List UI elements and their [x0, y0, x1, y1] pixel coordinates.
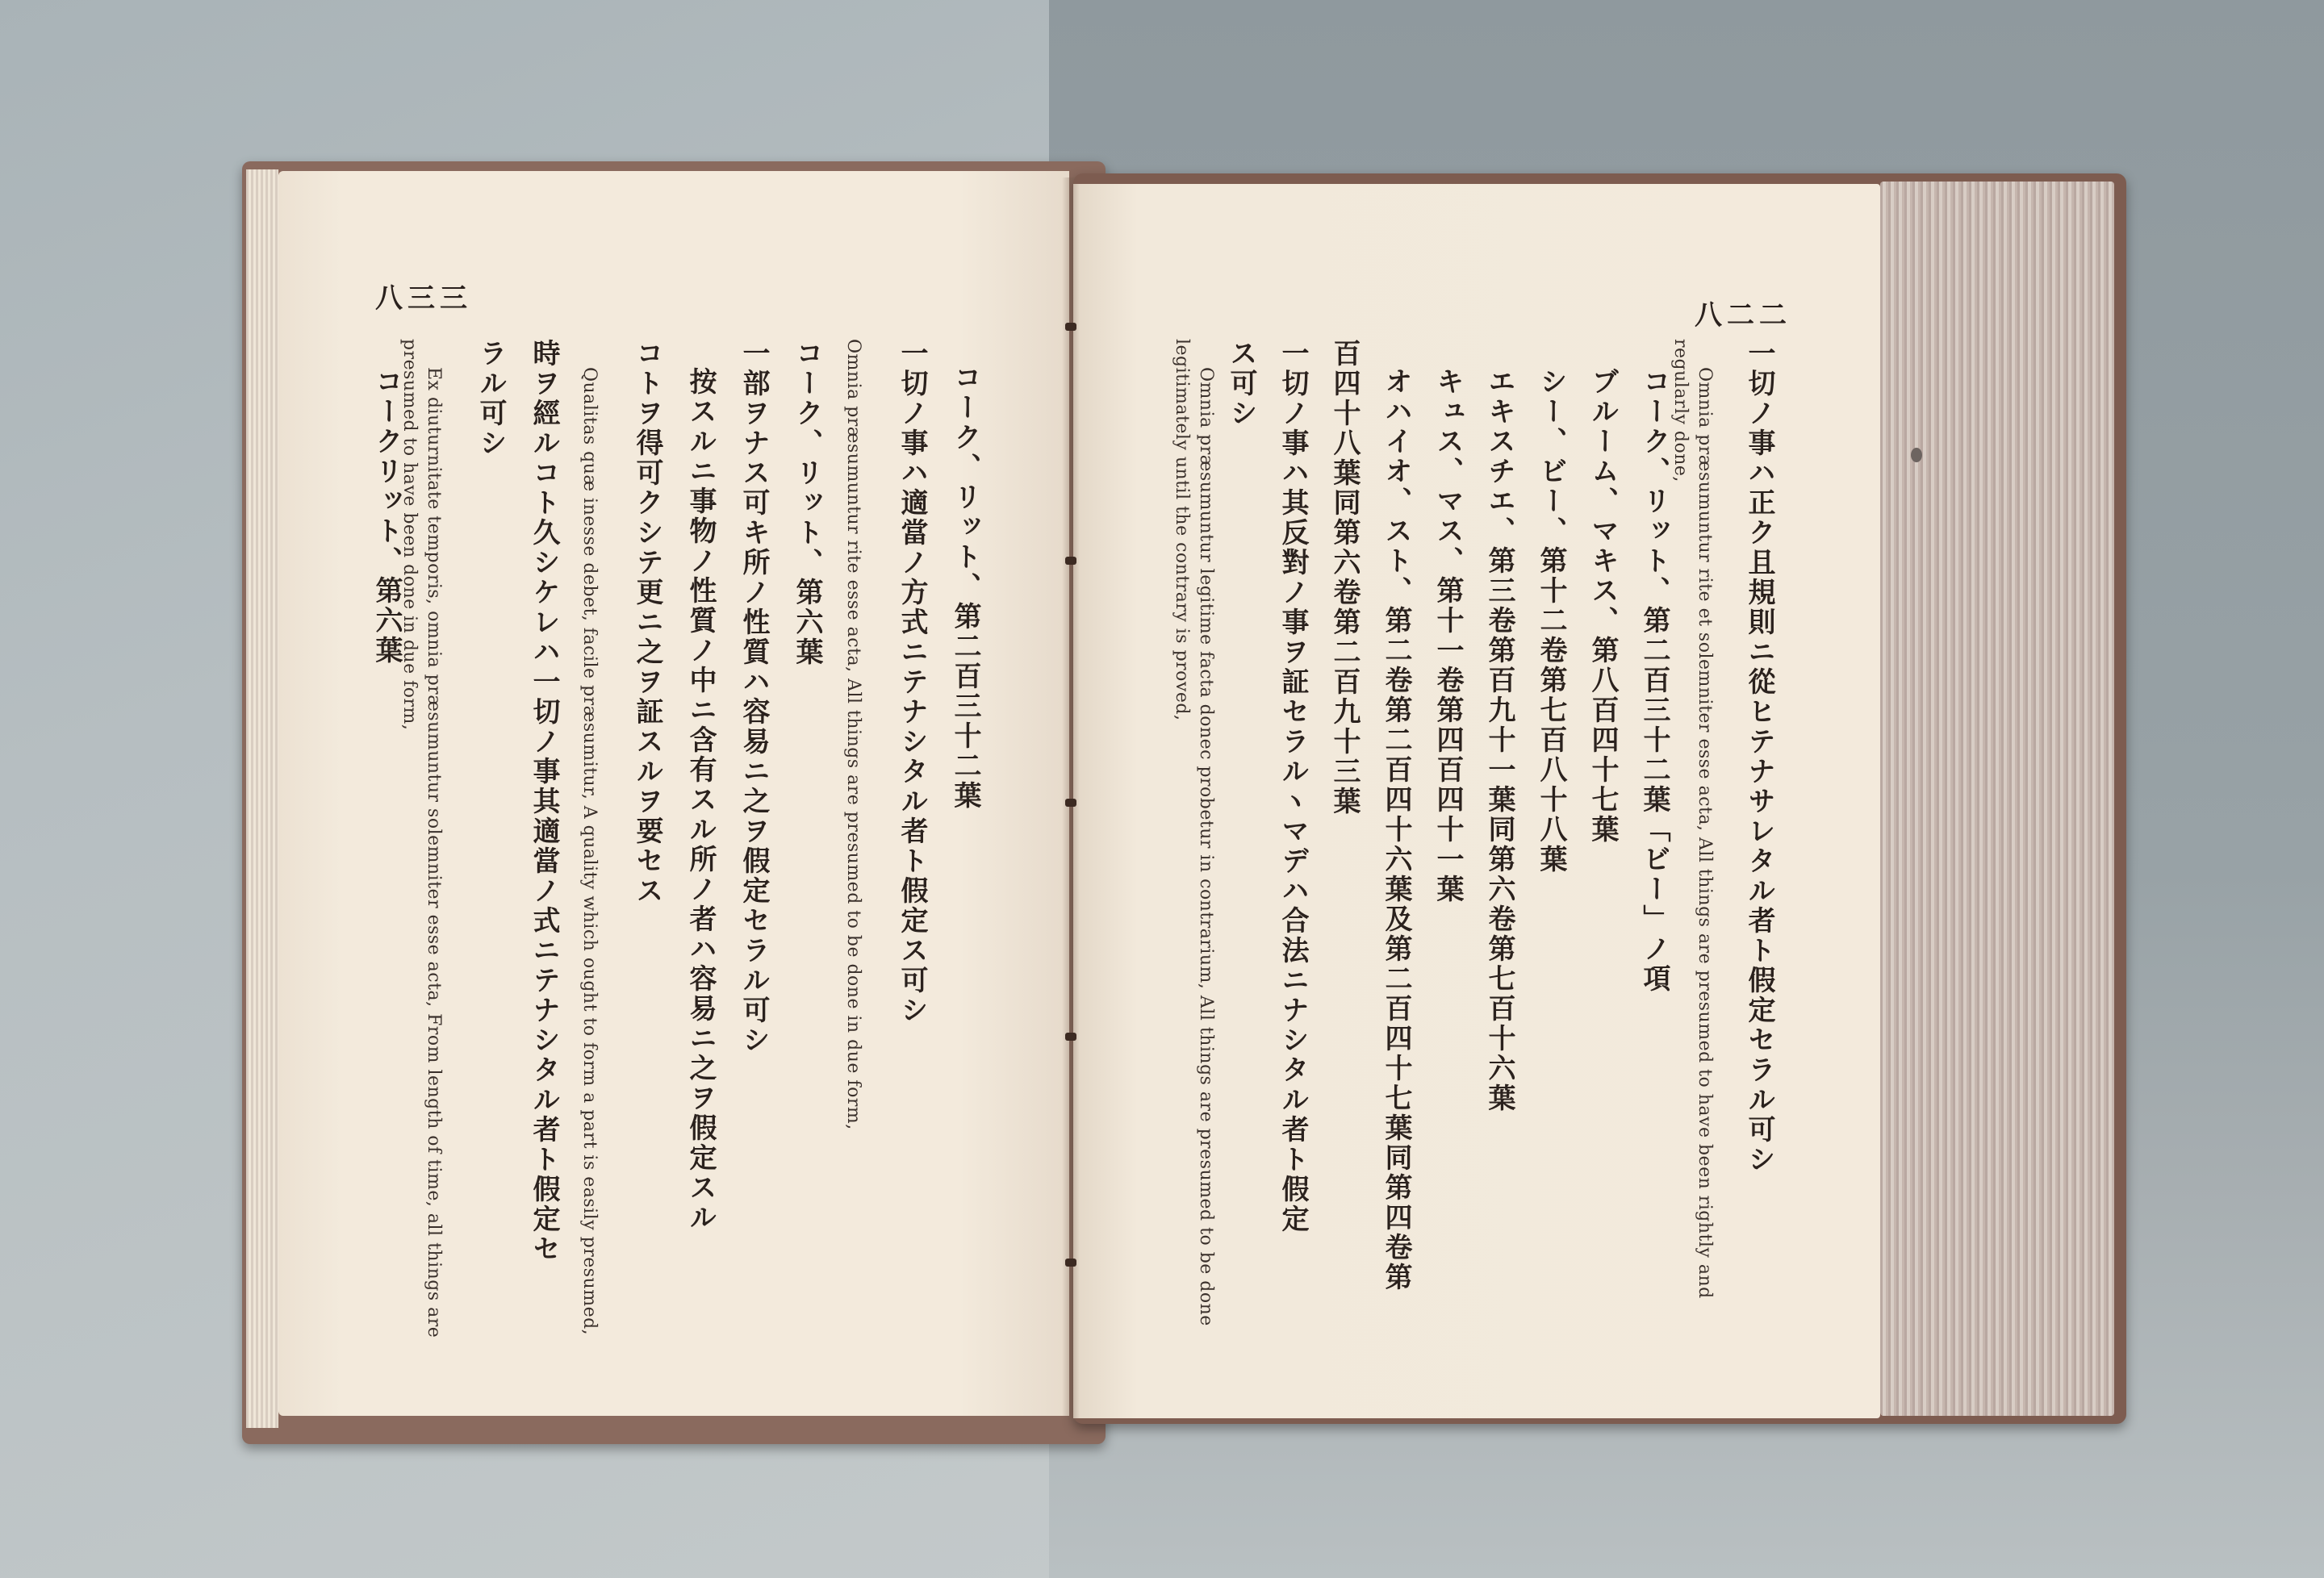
page-hole [1911, 448, 1922, 462]
right-col-12: ス可シ [1225, 339, 1257, 428]
page-block-edge [1880, 182, 2114, 1416]
right-col-3: regularly done, [1670, 339, 1691, 482]
page-stack-left [246, 169, 278, 1428]
right-col-6: シー、ビー、第十二卷第七百八十八葉 [1535, 367, 1567, 875]
left-col-3: Omnia præsumuntur rite esse acta, All things are presumed to be done in due form, [843, 339, 863, 1130]
right-page-number: 八二二 [1695, 299, 1791, 332]
right-col-14: legitimately until the contrary is proved, [1172, 339, 1192, 721]
binding-stitch [1065, 1259, 1076, 1267]
right-col-1: 一切ノ事ハ正ク且規則ニ從ヒテナサレタル者ト假定セラル可シ [1743, 339, 1775, 1175]
left-col-9: 時ヲ經ルコト久シケレハ一切ノ事其適當ノ式ニテナシタル者ト假定セ [528, 339, 560, 1264]
left-col-10: ラル可シ [474, 339, 507, 458]
left-col-12: presumed to have been done in due form, [399, 339, 420, 731]
binding-stitch [1065, 323, 1076, 331]
right-col-8: キュス、マス、第十一卷第四百四十一葉 [1432, 367, 1464, 904]
right-col-13: Omnia præsumuntur legitime facta donec probetur in contrarium, All things are presumed to be done [1196, 367, 1216, 1326]
left-col-11: Ex diuturnitate temporis, omnia præsumuntur solemniter esse acta, From length of time, all things are [424, 367, 444, 1338]
left-col-13: コークリット、第六葉 [370, 367, 403, 666]
left-col-2: 一切ノ事ハ適當ノ方式ニテナシタル者ト假定ス可シ [896, 339, 928, 1025]
right-col-2: Omnia præsumuntur rite et solemniter esse acta, All things are presumed to have been rightly and [1695, 367, 1715, 1299]
binding-stitch [1065, 1033, 1076, 1041]
left-page-number: 八三三 [375, 282, 472, 315]
right-col-11: 一切ノ事ハ其反對ノ事ヲ証セラルヽマデハ合法ニナシタル者ト假定 [1277, 339, 1309, 1234]
binding-stitch [1065, 557, 1076, 565]
right-col-7: エキスチエ、第三卷第百九十一葉同第六卷第七百十六葉 [1483, 367, 1515, 1113]
right-col-4: コーク、リット、第二百三十二葉「ビー」ノ項 [1638, 367, 1670, 994]
binding-stitch [1065, 799, 1076, 807]
left-col-8: Qualitas quæ inesse debet, facile præsumitur, A quality which ought to form a part is easily presumed, [579, 367, 600, 1336]
right-col-5: ブルーム、マキス、第八百四十七葉 [1586, 367, 1619, 845]
left-col-4: コーク、リット、第六葉 [791, 339, 823, 667]
left-col-5: 一部ヲナス可キ所ノ性質ハ容易ニ之ヲ假定セラル可シ [738, 339, 770, 1055]
left-col-6: 按スルニ事物ノ性質ノ中ニ含有スル所ノ者ハ容易ニ之ヲ假定スル [684, 367, 717, 1233]
right-col-10: 百四十八葉同第六卷第二百九十三葉 [1328, 339, 1361, 816]
left-col-7: コトヲ得可クシテ更ニ之ヲ証スルヲ要セス [631, 339, 663, 906]
right-col-9: オハイオ、スト、第二卷第二百四十六葉及第二百四十七葉同第四卷第 [1380, 367, 1412, 1292]
left-col-1: コーク、リット、第二百三十二葉 [949, 363, 981, 811]
